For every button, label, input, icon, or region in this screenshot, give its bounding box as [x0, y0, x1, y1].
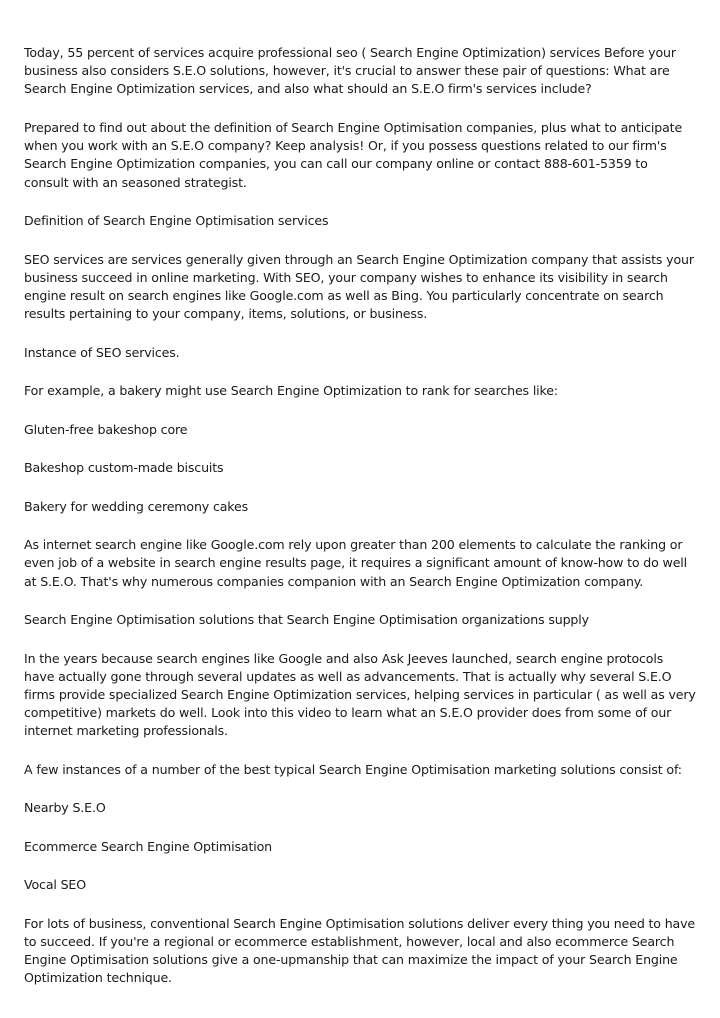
history-paragraph: In the years because search engines like Google and also Ask Jeeves launched, search engine protocols have actually gone through several updates as well as advancements. That is actually why several S.E.O firms provide specialized Search Engine Optimization services, helping services in particular ( as well as very competitive) markets do well. Look into this video to learn what an S.E.O provider does from some of our internet marketing professionals. [24, 650, 696, 739]
instances-intro-paragraph: A few instances of a number of the best typical Search Engine Optimisation marketing solutions consist of: [24, 761, 682, 777]
intro-paragraph: Today, 55 percent of services acquire professional seo ( Search Engine Optimization) services Before your business also considers S.E.O solutions, however, it's crucial to answer these pair of questions: What are Search Engine Optimization services, and also what should an S.E.O firm's services include? [24, 45, 676, 97]
solution-item-local-seo: Nearby S.E.O [24, 800, 106, 816]
example-item-biscuits: Bakeshop custom-made biscuits [24, 460, 224, 476]
solutions-heading: Search Engine Optimisation solutions that Search Engine Optimisation organizations supply [24, 612, 589, 628]
ranking-paragraph: As internet search engine like Google.com rely upon greater than 200 elements to calculate the ranking or even job of a website in search engine results page, it requires a significant amount of know-how to do well at S.E.O. That's why numerous companies companion with an Search Engine Optimization company. [24, 537, 687, 589]
solution-item-ecommerce: Ecommerce Search Engine Optimisation [24, 838, 272, 854]
example-item-gluten-free: Gluten-free bakeshop core [24, 421, 188, 437]
instance-heading: Instance of SEO services. [24, 344, 180, 360]
example-item-wedding-cakes: Bakery for wedding ceremony cakes [24, 498, 248, 514]
solution-item-voice-seo: Vocal SEO [24, 877, 86, 893]
prepared-paragraph: Prepared to find out about the definition of Search Engine Optimisation companies, plus what to anticipate when you work with an S.E.O company? Keep analysis! Or, if you possess questions related to our firm's Search Engine Optimization companies, you can call our company online or contact 888-601-5359 to consult with an seasoned strategist. [24, 119, 683, 190]
bakery-example-paragraph: For example, a bakery might use Search Engine Optimization to rank for searches like: [24, 383, 558, 399]
definition-paragraph: SEO services are services generally given through an Search Engine Optimization company that assists your business succeed in online marketing. With SEO, your company wishes to enhance its visibility in search engine result on search engines like Google.com as well as Bing. You particularly concentrate on search results pertaining to your company, items, solutions, or business. [24, 251, 694, 322]
document-body [24, 44, 696, 1008]
conclusion-paragraph: For lots of business, conventional Search Engine Optimisation solutions deliver every thing you need to have to succeed. If you're a regional or ecommerce establishment, however, local and also ecommerce Search Engine Optimisation solutions give a one-upmanship that can maximize the impact of your Search Engine Optimization technique. [24, 915, 696, 986]
definition-heading: Definition of Search Engine Optimisation services [24, 213, 329, 229]
